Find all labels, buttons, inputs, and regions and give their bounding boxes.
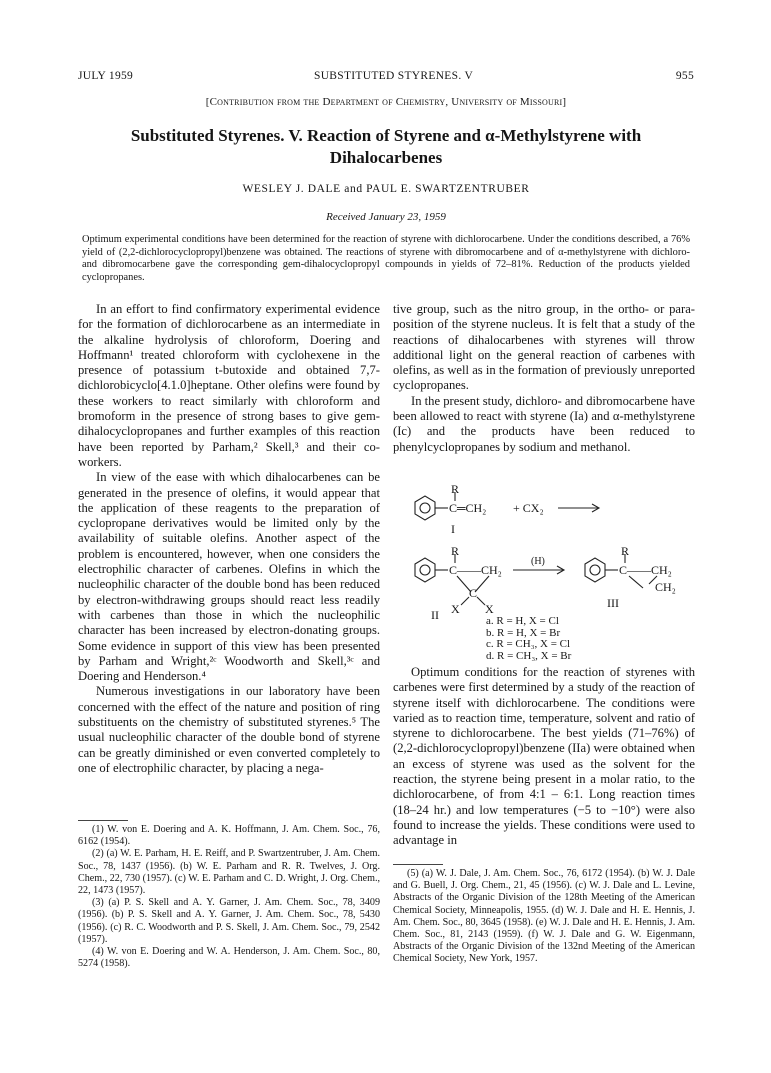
footnote-rule [78,820,128,821]
page-number: 955 [675,70,694,82]
legend-line: c. R = CH₃, X = Cl [486,638,571,650]
received-date: Received January 23, 1959 [326,211,446,223]
cyclopropane-carbon: C [469,586,478,600]
running-header [78,70,694,86]
footnote-rule [393,864,443,865]
footnote: (1) W. von E. Doering and A. K. Hoffmann, J. Am. Chem. Soc., 76, 6162 (1954). [78,824,380,848]
right-column-bottom [393,665,695,849]
benzene-ring-icon [585,558,605,582]
aromatic-circle-icon [590,565,600,575]
paragraph: In the present study, dichloro- and dibromocarbene have been allowed to react with styrene (Ia) and α-methylstyrene (Ic) and the products have been reduced to phenylcyclopropanes by sodium and methanol. [393,393,695,454]
cyclopropane-ch2: C——CH₂ [619,563,672,577]
aromatic-circle-icon [420,565,430,575]
paragraph: In an effort to find confirmatory experimental evidence for the formation of dichlorocarbene as an intermediate in the alkaline hydrolysis of chloroform, Doering and Hoffmann¹ treated chloroform with cyclohexene in the presence of potassium t-butoxide and obtained 7,7-dichlorobicyclo[4.1.0]heptane. Other olefins were found by these workers to react similarly with chloroform and bromoform in the presence of strong bases to give gem-dihalocyclopropanes and further examples of this reaction have been reported by Parham,² Skell,³ and their co-workers. [78,302,380,469]
cyclopropane-ch2: C——CH₂ [449,563,502,577]
compound-label-i: I [451,522,455,536]
compound-label-ii: II [431,608,439,622]
left-column [78,302,380,776]
substituent-r: R [451,544,460,558]
substituent-r: R [621,544,630,558]
substituent-r: R [451,482,460,496]
halogen-x: X [485,602,494,616]
header-running-title: SUBSTITUTED STYRENES. V [314,70,474,82]
paragraph: Optimum conditions for the reaction of styrenes with carbenes were first determined by a study of the reaction of styrene itself with dichlorocarbene. The conditions were varied as to reaction time, temperature, solvent and ratio of styrene to dichlorocarbene. The best yields (71–76%) of (2,2-dichlorocyclopropyl)benzene (IIa) were obtained when an excess of styrene was used as the solvent for the reaction, the styrene being present in a molar ratio, to the dichlorocarbene, of from 4:1 – 6:1. Long reaction times (18–24 hr.) and low temperatures (−5 to −10°) were also found to increase the yields. These conditions were used to advantage in [393,665,695,848]
legend-line: d. R = CH₃, X = Br [486,649,572,662]
author-names: WESLEY J. DALE and PAUL E. SWARTZENTRUBER [242,183,530,195]
legend-line: b. R = H, X = Br [486,626,561,639]
footnote: (4) W. von E. Doering and W. A. Henderson, J. Am. Chem. Soc., 80, 5274 (1958). [78,946,380,970]
footnote: (2) (a) W. E. Parham, H. E. Reiff, and P. Swartzentruber, J. Am. Chem. Soc., 78, 1437 (1956). (b) W. E. Parham and R. R. Twelves, J. Org. Chem., 22, 730 (1957). (c) W. E. Parham and C. D. Wright, J. Org. Chem., 22, 1473 (1957). [78,848,380,897]
abstract: Optimum experimental conditions have been determined for the reaction of styrene with dichlorocarbene. Under the conditions described, a 76% yield of (2,2-dichlorocyclopropyl)benzene was obtained. The reactions of styrene with dibromocarbene and of α-methylstyrene with dichloro- and dibromocarbene gave the corresponding gem-dihalocyclopropyl compounds in yields of 72–81%. Reduction of the products yielded cyclopropanes. [82,234,690,283]
header-date: JULY 1959 [78,70,134,82]
footnotes-left [78,824,380,970]
aromatic-circle-icon [420,503,430,513]
cyclopropane-ch2: CH₂ [655,580,676,594]
benzene-ring-icon [415,496,435,520]
benzene-ring-icon [415,558,435,582]
footnote: (3) (a) P. S. Skell and A. Y. Garner, J. Am. Chem. Soc., 78, 3409 (1956). (b) P. S. Skell and A. Y. Garner, J. Am. Chem. Soc., 78, 5430 (1956). (c) R. C. Woodworth and P. S. Skell, J. Am. Chem. Soc., 79, 2542 (1957). [78,897,380,945]
arrow-label-h: (H) [531,556,545,567]
footnotes-right [393,868,695,966]
halogen-x: X [451,602,460,616]
right-column-top [393,302,695,455]
reaction-scheme [393,484,695,662]
footnote: (5) (a) W. J. Dale, J. Am. Chem. Soc., 76, 6172 (1954). (b) W. J. Dale and G. Buell, J. Org. Chem., 21, 45 (1956). (c) W. J. Dale and L. Levine, Abstracts of the Organic Division of the 128th Meeting of the American Chemical Society, Minneapolis, 1955. (d) W. J. Dale and H. E. Hennis, J. Am. Chem. Soc., 80, 3645 (1958). (e) W. J. Dale and H. E. Hennis, J. Am. Chem. Soc., 81, 2143 (1959). (f) W. J. Dale and G. W. Eigenmann, Abstracts of the Organic Division of the 132nd Meeting of the American Chemical Society, New York, 1957. [393,868,695,965]
paragraph: In view of the ease with which dihalocarbenes can be generated in the presence of olefins, it would appear that the application of these reagents to the preparation of cyclopropane derivatives would be limited only by the availability of suitable olefins. Another aspect of the problem is encountered, however, when one considers the electrophilic character of carbenes. Olefins in which the nucleophilic character of the double bond has been reduced by electron-withdrawing groups should react less readily with carbenes than those in which the nucleophilic character has been increased by electron-donating groups. Some evidence in support of this view has been presented by Parham and Wright,²ᶜ Woodworth and Skell,³ᶜ and Doering and Henderson.⁴ [78,470,380,684]
paragraph: tive group, such as the nitro group, in the ortho- or para- position of the styrene nucleus. It is felt that a study of the reactions of dihalocarbenes with styrenes will throw additional light on the general reaction of carbenes with olefins, as well as in the formation of previously unreported cyclopropanes. [393,302,695,393]
vinyl-group: C═CH₂ [449,501,487,515]
paragraph: Numerous investigations in our laboratory have been concerned with the effect of the nature and position of ring substituents on the chemistry of substituted styrenes.⁵ The usual nucleophilic character of the double bond of styrene can be greatly diminished or even converted completely to one of electrophilic character, by placing a nega- [78,684,380,775]
substituent-legend [486,616,571,662]
compound-label-iii: III [607,596,619,610]
dihalocarbene-reagent: + CX₂ [513,501,544,515]
contribution-line: [Contribution from the Department of Chemistry, University of Missouri] [205,96,567,108]
legend-line: a. R = H, X = Cl [486,615,559,627]
article-title: Substituted Styrenes. V. Reaction of Styrene and α-Methylstyrene with Dihalocarbenes [130,126,642,167]
